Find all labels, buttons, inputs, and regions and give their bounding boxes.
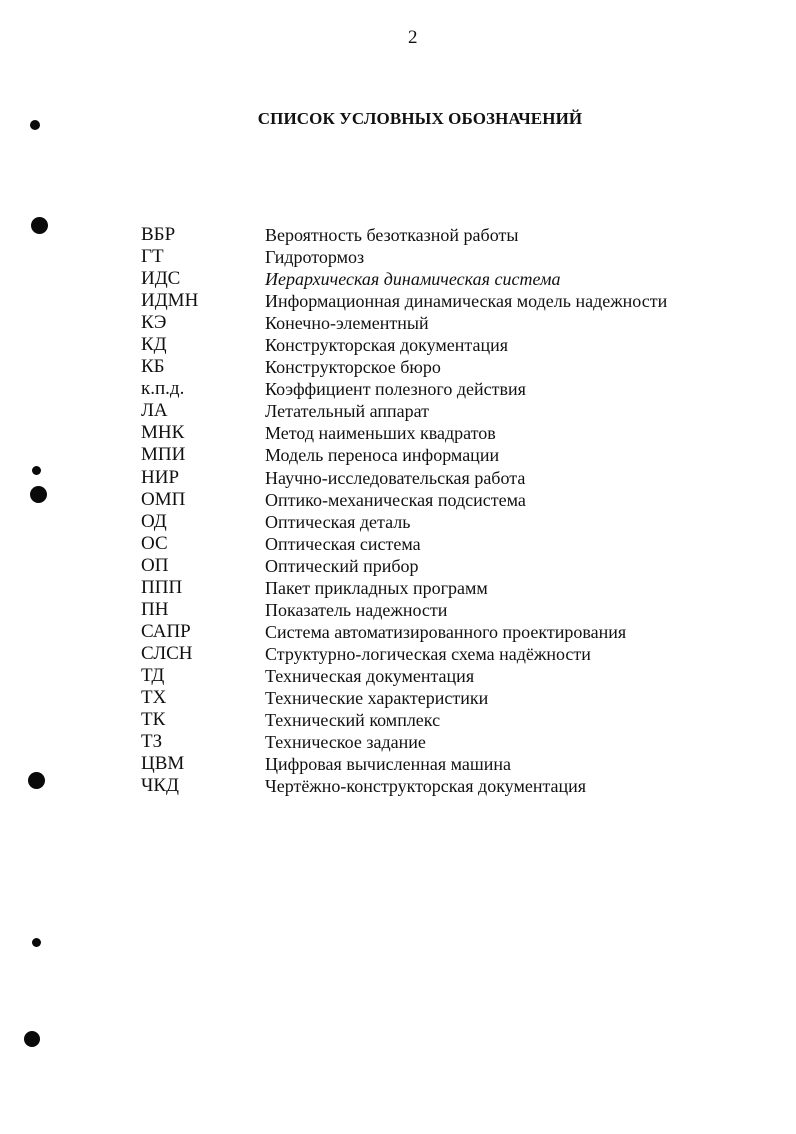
abbreviation-row xyxy=(141,489,741,511)
abbreviation-meaning: Метод наименьших квадратов xyxy=(265,423,496,444)
abbreviation-row xyxy=(141,511,741,533)
abbreviation-meaning: Конструкторское бюро xyxy=(265,357,441,378)
punch-hole-mark xyxy=(30,486,47,503)
abbreviation-code: ОД xyxy=(141,510,167,532)
abbreviation-code: ЧКД xyxy=(141,775,179,797)
abbreviation-code: ИДМН xyxy=(141,290,199,312)
abbreviation-row xyxy=(141,643,741,665)
abbreviation-meaning: Вероятность безотказной работы xyxy=(265,225,519,245)
abbreviation-meaning: Техническое задание xyxy=(265,732,426,753)
abbreviation-row xyxy=(141,731,741,753)
abbreviation-code: ППП xyxy=(141,576,183,598)
abbreviation-row xyxy=(141,356,741,378)
abbreviation-meaning: Модель переноса информации xyxy=(265,445,500,466)
abbreviation-meaning: Конечно-элементный xyxy=(265,313,429,334)
abbreviation-meaning: Научно-исследовательская работа xyxy=(265,467,526,488)
abbreviation-meaning: Показатель надежности xyxy=(265,599,448,620)
abbreviation-code: КБ xyxy=(141,356,165,378)
abbreviation-meaning: Оптическая деталь xyxy=(265,511,411,532)
abbreviation-code: ТК xyxy=(141,709,166,731)
abbreviation-code: МПИ xyxy=(141,444,186,466)
abbreviation-meaning: Система автоматизированного проектирования xyxy=(265,621,627,642)
punch-hole-mark xyxy=(30,120,40,130)
abbreviation-row xyxy=(141,555,741,577)
abbreviation-meaning: Летательный аппарат xyxy=(265,401,429,422)
abbreviation-row xyxy=(141,467,741,489)
abbreviation-code: СЛСН xyxy=(141,642,193,664)
abbreviation-meaning: Оптический прибор xyxy=(265,555,419,576)
abbreviation-row xyxy=(141,378,741,400)
abbreviation-row xyxy=(141,665,741,687)
abbreviation-row xyxy=(141,533,741,555)
abbreviation-code: ТД xyxy=(141,664,165,686)
abbreviation-code: ПН xyxy=(141,598,169,620)
abbreviation-code: ЛА xyxy=(141,400,168,422)
abbreviation-code: САПР xyxy=(141,620,191,642)
punch-hole-mark xyxy=(24,1031,40,1047)
abbreviation-meaning: Оптическая система xyxy=(265,533,421,554)
abbreviation-row xyxy=(141,753,741,775)
abbreviation-meaning: Технические характеристики xyxy=(265,687,489,708)
punch-hole-mark xyxy=(32,466,41,475)
abbreviation-code: ТХ xyxy=(141,686,167,708)
abbreviation-code: МНК xyxy=(141,422,185,444)
page-title: СПИСОК УСЛОВНЫХ ОБОЗНАЧЕНИЙ xyxy=(257,109,583,128)
abbreviation-code: НИР xyxy=(141,466,180,488)
abbreviation-meaning: Иерархическая динамическая система xyxy=(265,269,561,290)
abbreviation-row xyxy=(141,577,741,599)
abbreviation-meaning: Коэффициент полезного действия xyxy=(265,379,526,400)
page-number: 2 xyxy=(408,27,418,48)
abbreviation-row xyxy=(141,246,741,268)
abbreviation-code: ТЗ xyxy=(141,731,163,753)
abbreviation-row xyxy=(141,621,741,643)
punch-hole-mark xyxy=(28,772,45,789)
abbreviation-code: ОС xyxy=(141,532,168,554)
abbreviation-meaning: Оптико-механическая подсистема xyxy=(265,489,526,510)
abbreviation-row xyxy=(141,268,741,290)
abbreviation-meaning: Чертёжно-конструкторская документация xyxy=(265,776,587,797)
abbreviation-meaning: Технический комплекс xyxy=(265,710,441,731)
abbreviation-code: ЦВМ xyxy=(141,753,185,775)
abbreviation-row xyxy=(141,224,741,246)
abbreviation-code: ОП xyxy=(141,554,169,576)
abbreviation-row xyxy=(141,444,741,466)
abbreviation-meaning: Пакет прикладных программ xyxy=(265,577,488,598)
abbreviation-code: ГТ xyxy=(141,246,164,268)
abbreviation-list xyxy=(141,224,741,797)
abbreviation-meaning: Цифровая вычисленная машина xyxy=(265,754,511,775)
punch-hole-mark xyxy=(31,217,48,234)
abbreviation-code: КД xyxy=(141,334,167,356)
abbreviation-row xyxy=(141,709,741,731)
abbreviation-code: к.п.д. xyxy=(141,378,185,400)
abbreviation-code: КЭ xyxy=(141,312,167,334)
abbreviation-row xyxy=(141,599,741,621)
abbreviation-code: ОМП xyxy=(141,488,186,510)
abbreviation-code: ИДС xyxy=(141,268,181,290)
abbreviation-row xyxy=(141,334,741,356)
abbreviation-row xyxy=(141,687,741,709)
abbreviation-code: ВБР xyxy=(141,224,176,245)
abbreviation-row xyxy=(141,290,741,312)
abbreviation-row xyxy=(141,312,741,334)
punch-hole-mark xyxy=(32,938,41,947)
abbreviation-row xyxy=(141,422,741,444)
abbreviation-meaning: Гидротормоз xyxy=(265,247,365,268)
abbreviation-meaning: Структурно-логическая схема надёжности xyxy=(265,643,591,664)
abbreviation-meaning: Техническая документация xyxy=(265,665,475,686)
abbreviation-row xyxy=(141,400,741,422)
abbreviation-meaning: Информационная динамическая модель надежности xyxy=(265,291,668,312)
abbreviation-meaning: Конструкторская документация xyxy=(265,335,508,356)
abbreviation-row xyxy=(141,775,741,797)
